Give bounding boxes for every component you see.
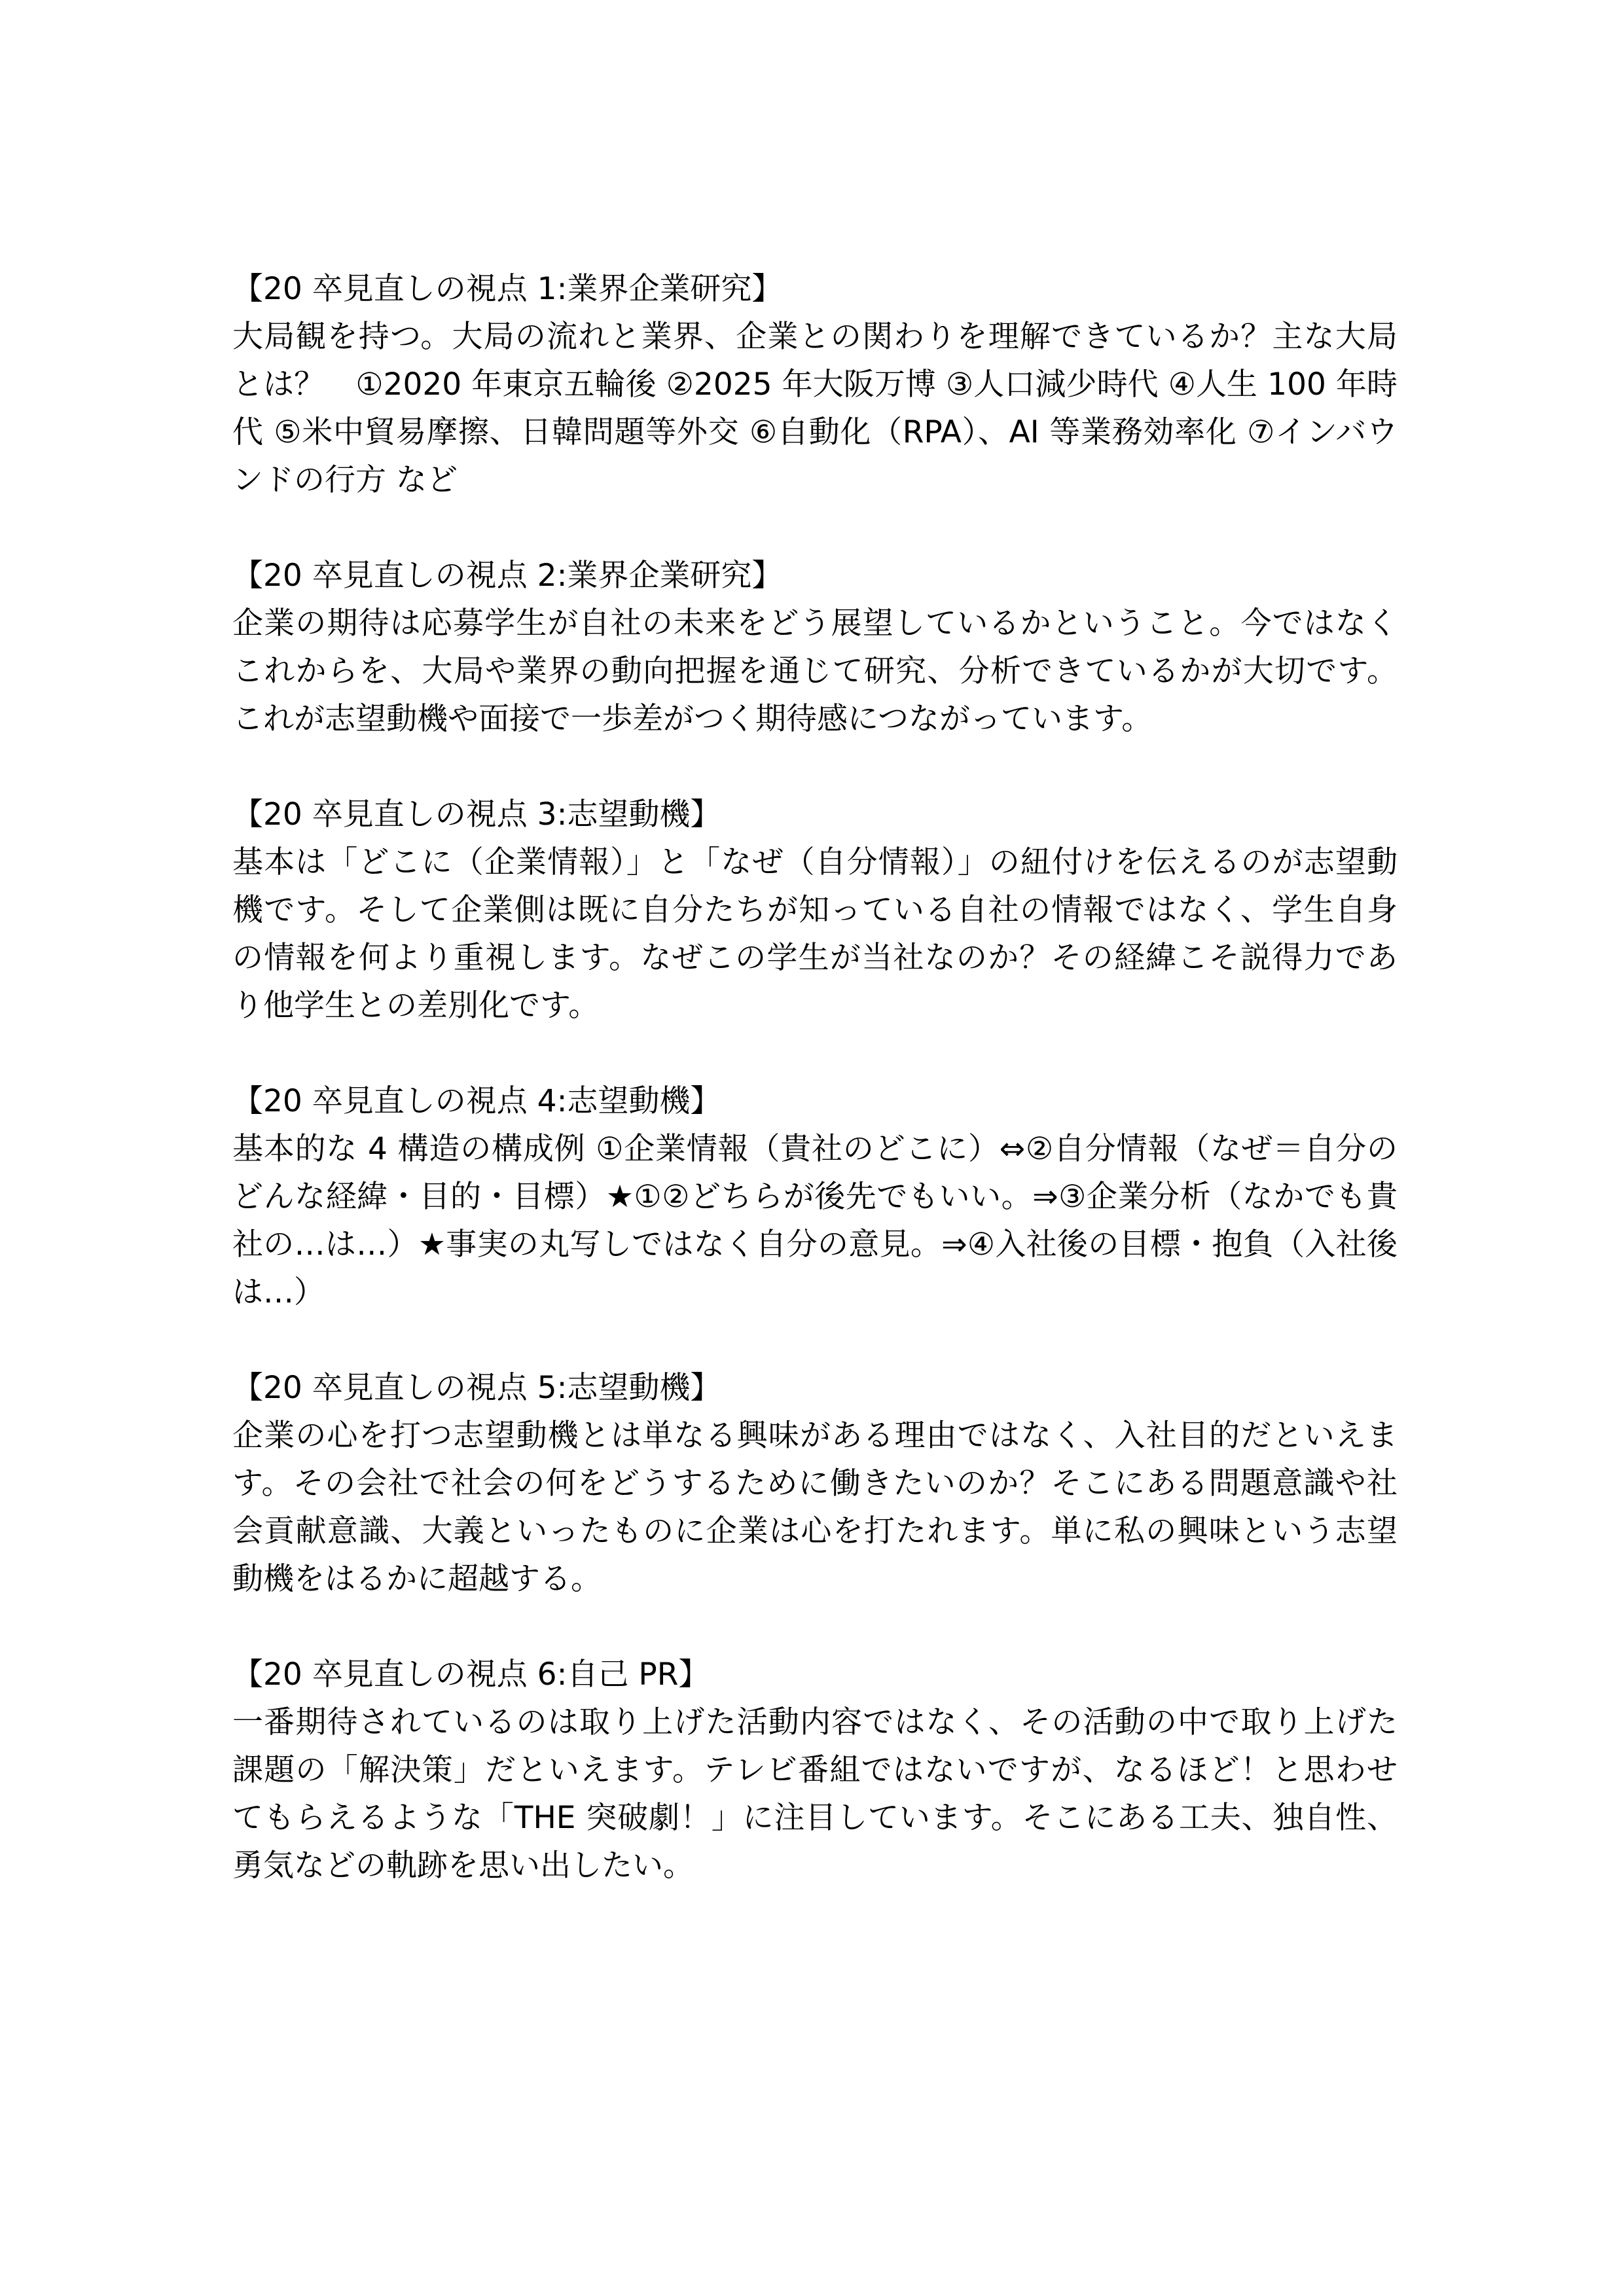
document-content bbox=[232, 265, 1398, 1937]
section-body: 基本は「どこに（企業情報）」と「なぜ（自分情報）」の紐付けを伝えるのが志望動機です。そして企業側は既に自分たちが知っている自社の情報ではなく、学生自身の情報を何より重視します。なぜこの学生が当社なのか？その経緯こそ説得力であり他学生との差別化です。 bbox=[232, 844, 1398, 1024]
section-heading: 【20 卒見直しの視点 4:志望動機】 bbox=[232, 1083, 721, 1119]
section-heading: 【20 卒見直しの視点 3:志望動機】 bbox=[232, 797, 721, 833]
section-heading: 【20 卒見直しの視点 5:志望動機】 bbox=[232, 1370, 721, 1406]
section-6 bbox=[232, 1651, 1398, 1890]
section-body: 企業の期待は応募学生が自社の未来をどう展望しているかということ。今ではなくこれからを、大局や業界の動向把握を通じて研究、分析できているかが大切です。これが志望動機や面接で一歩差がつく期待感につながっています。 bbox=[232, 605, 1398, 737]
section-2 bbox=[232, 552, 1398, 743]
section-body: 企業の心を打つ志望動機とは単なる興味がある理由ではなく、入社目的だといえます。その会社で社会の何をどうするために働きたいのか？そこにある問題意識や社会貢献意識、大義といったものに企業は心を打たれます。単に私の興味という志望動機をはるかに超越する。 bbox=[232, 1418, 1398, 1597]
section-heading: 【20 卒見直しの視点 2:業界企業研究】 bbox=[232, 558, 783, 594]
section-heading: 【20 卒見直しの視点 6:自己 PR】 bbox=[232, 1657, 710, 1693]
section-heading: 【20 卒見直しの視点 1:業界企業研究】 bbox=[232, 271, 783, 307]
section-5 bbox=[232, 1364, 1398, 1603]
section-body: 一番期待されているのは取り上げた活動内容ではなく、その活動の中で取り上げた課題の「解決策」だといえます。テレビ番組ではないですが、なるほど！と思わせてもらえるような「THE 突破劇！」に注目しています。そこにある工夫、独自性、勇気などの軌跡を思い出したい。 bbox=[232, 1704, 1398, 1884]
section-4 bbox=[232, 1077, 1398, 1316]
section-3 bbox=[232, 791, 1398, 1030]
section-body: 大局観を持つ。大局の流れと業界、企業との関わりを理解できているか？主な大局とは？ ①2020 年東京五輪後 ②2025 年大阪万博 ③人口減少時代 ④人生 100 年時代 ⑤米中貿易摩擦、日韓問題等外交 ⑥自動化（RPA）、AI 等業務効率化 ⑦インバウンドの行方 など bbox=[232, 319, 1398, 498]
section-1 bbox=[232, 265, 1398, 504]
section-body: 基本的な 4 構造の構成例 ①企業情報（貴社のどこに）⇔②自分情報（なぜ＝自分のどんな経緯・目的・目標）★①②どちらが後先でもいい。⇒③企業分析（なかでも貴社の…は…）★事実の丸写しではなく自分の意見。⇒④入社後の目標・抱負（入社後は…） bbox=[232, 1131, 1398, 1310]
